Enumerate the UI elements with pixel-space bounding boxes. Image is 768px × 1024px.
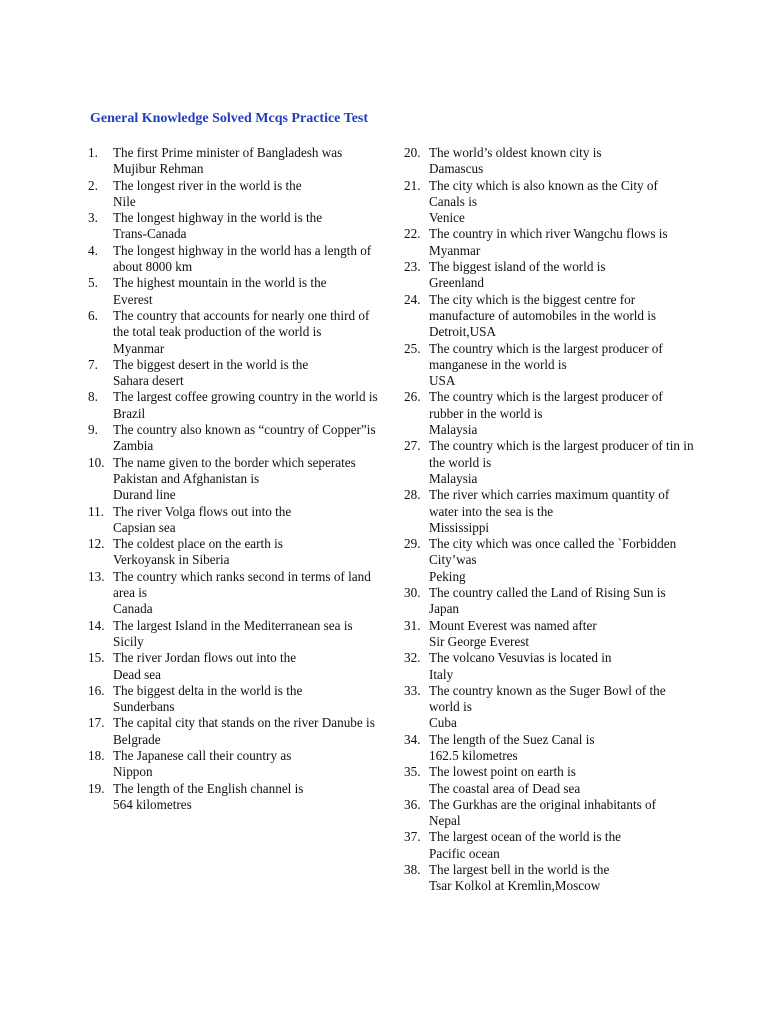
question-number: 27.: [404, 438, 421, 454]
answer-text: Canada: [113, 601, 153, 617]
question-item: [88, 275, 378, 308]
answer-text: Sahara desert: [113, 373, 184, 389]
question-text: The largest bell in the world is the: [429, 862, 610, 878]
question-body: [429, 438, 694, 487]
question-body: [429, 732, 694, 765]
question-number: 6.: [88, 307, 98, 323]
question-body: [113, 455, 378, 504]
question-item: [88, 455, 378, 504]
question-text: The world’s oldest known city is: [429, 145, 602, 160]
question-item: [404, 797, 694, 830]
question-item: [404, 145, 694, 178]
question-body: [113, 683, 378, 716]
answer-text: Sir George Everest: [429, 633, 530, 649]
question-body: [113, 178, 378, 211]
question-body: [429, 585, 694, 618]
answer-text: Trans-Canada: [113, 226, 187, 242]
question-number: 12.: [88, 536, 105, 552]
question-text: The lowest point on earth is: [429, 764, 576, 780]
left-column: [88, 145, 378, 813]
answer-text: about 8000 km: [113, 259, 193, 275]
question-text: The country called the Land of Rising Sun is: [429, 585, 666, 601]
question-item: [404, 536, 694, 585]
question-text: The longest highway in the world has a length of: [113, 242, 372, 258]
question-item: [404, 829, 694, 862]
question-text: The name given to the border which seperates Pakistan and Afghanistan is: [113, 454, 356, 486]
answer-text: Everest: [113, 291, 153, 307]
question-text: The country known as the Suger Bowl of the world is: [429, 682, 666, 715]
question-text: The city which is the biggest centre for manufacture of automobiles in the world is: [429, 291, 657, 323]
question-number: 13.: [88, 568, 105, 584]
answer-text: Capsian sea: [113, 519, 176, 535]
question-item: [88, 536, 378, 569]
question-number: 21.: [404, 177, 421, 193]
question-body: [429, 341, 694, 390]
answer-text: USA: [429, 373, 456, 389]
question-item: [88, 243, 378, 276]
question-number: 32.: [404, 650, 421, 666]
question-body: [113, 275, 378, 308]
answer-text: Cuba: [429, 715, 457, 731]
question-item: [404, 292, 694, 341]
question-text: The largest ocean of the world is the: [429, 829, 622, 845]
answer-text: Zambia: [113, 438, 154, 454]
question-text: The city which was once called the `Forbidden City’was: [429, 536, 677, 568]
answer-text: 564 kilometres: [113, 796, 192, 812]
question-number: 24.: [404, 291, 421, 307]
question-text: The highest mountain in the world is the: [113, 275, 327, 291]
answer-text: Dead sea: [113, 666, 161, 682]
question-item: [404, 732, 694, 765]
question-text: Mount Everest was named after: [429, 617, 597, 633]
question-text: The river Jordan flows out into the: [113, 650, 297, 666]
question-text: The largest Island in the Mediterranean sea is: [113, 617, 353, 633]
answer-text: Verkoyansk in Siberia: [113, 552, 230, 568]
question-body: [429, 292, 694, 341]
question-item: [88, 683, 378, 716]
question-item: [88, 389, 378, 422]
question-item: [404, 226, 694, 259]
question-item: [88, 650, 378, 683]
question-body: [429, 618, 694, 651]
answer-text: Nippon: [113, 764, 153, 780]
question-number: 29.: [404, 536, 421, 552]
question-text: The coldest place on the earth is: [113, 536, 283, 552]
question-number: 37.: [404, 829, 421, 845]
answer-text: Myanmar: [429, 242, 481, 258]
question-body: [429, 797, 694, 830]
question-item: [404, 178, 694, 227]
answer-text: Italy: [429, 666, 454, 682]
question-body: [113, 650, 378, 683]
question-number: 10.: [88, 454, 105, 470]
question-body: [429, 650, 694, 683]
question-item: [88, 178, 378, 211]
question-body: [113, 145, 378, 178]
question-body: [113, 748, 378, 781]
question-number: 8.: [88, 389, 98, 405]
question-number: 4.: [88, 242, 98, 258]
question-body: [429, 862, 694, 895]
question-number: 19.: [88, 780, 105, 796]
question-number: 7.: [88, 356, 98, 372]
question-item: [88, 618, 378, 651]
question-item: [88, 210, 378, 243]
question-number: 26.: [404, 389, 421, 405]
question-number: 23.: [404, 259, 421, 275]
question-text: The length of the English channel is: [113, 780, 304, 796]
question-text: The longest river in the world is the: [113, 177, 302, 193]
question-item: [404, 438, 694, 487]
question-body: [429, 226, 694, 259]
question-number: 36.: [404, 796, 421, 812]
question-text: The capital city that stands on the river Danube is: [113, 715, 375, 731]
answer-text: Peking: [429, 568, 466, 584]
question-text: The largest coffee growing country in the world is: [113, 389, 378, 405]
question-item: [404, 259, 694, 292]
question-body: [113, 536, 378, 569]
question-body: [429, 389, 694, 438]
question-body: [113, 210, 378, 243]
question-number: 28.: [404, 487, 421, 503]
question-body: [429, 487, 694, 536]
question-text: The length of the Suez Canal is: [429, 731, 595, 747]
question-body: [429, 178, 694, 227]
question-item: [404, 683, 694, 732]
question-number: 16.: [88, 682, 105, 698]
question-number: 30.: [404, 585, 421, 601]
answer-text: Brazil: [113, 405, 146, 421]
answer-text: Mississippi: [429, 519, 490, 535]
question-number: 3.: [88, 210, 98, 226]
question-text: The biggest island of the world is: [429, 259, 606, 275]
question-body: [113, 715, 378, 748]
question-body: [429, 829, 694, 862]
question-text: The country which is the largest producer of manganese in the world is: [429, 340, 663, 372]
answer-text: Tsar Kolkol at Kremlin,Moscow: [429, 878, 601, 894]
question-number: 9.: [88, 422, 98, 438]
answer-text: Nile: [113, 193, 136, 209]
question-number: 20.: [404, 145, 421, 160]
question-body: [113, 504, 378, 537]
question-number: 5.: [88, 275, 98, 291]
question-text: The city which is also known as the City of Canals is: [429, 177, 658, 209]
question-number: 18.: [88, 747, 105, 763]
answer-text: Belgrade: [113, 731, 161, 747]
question-number: 11.: [88, 503, 104, 519]
question-text: The country in which river Wangchu flows is: [429, 226, 668, 242]
question-item: [88, 357, 378, 390]
question-item: [404, 389, 694, 438]
question-item: [404, 585, 694, 618]
question-body: [113, 618, 378, 651]
question-text: The first Prime minister of Bangladesh was: [113, 145, 343, 160]
question-body: [429, 536, 694, 585]
question-item: [404, 862, 694, 895]
answer-text: 162.5 kilometres: [429, 747, 518, 763]
question-item: [88, 422, 378, 455]
question-text: The country which is the largest producer of rubber in the world is: [429, 389, 663, 421]
question-item: [404, 487, 694, 536]
question-text: The country also known as “country of Copper”is: [113, 422, 376, 438]
question-text: The longest highway in the world is the: [113, 210, 323, 226]
question-text: The Gurkhas are the original inhabitants of: [429, 796, 657, 812]
answer-text: The coastal area of Dead sea: [429, 780, 581, 796]
question-number: 1.: [88, 145, 98, 160]
question-text: The river which carries maximum quantity of water into the sea is the: [429, 487, 670, 519]
question-item: [404, 341, 694, 390]
question-body: [113, 569, 378, 618]
question-item: [88, 715, 378, 748]
question-number: 14.: [88, 617, 105, 633]
question-body: [113, 357, 378, 390]
document-title: General Knowledge Solved Mcqs Practice Test: [90, 111, 369, 126]
question-number: 22.: [404, 226, 421, 242]
question-text: The biggest delta in the world is the: [113, 682, 303, 698]
question-number: 25.: [404, 340, 421, 356]
question-number: 17.: [88, 715, 105, 731]
answer-text: Durand line: [113, 487, 176, 503]
question-body: [429, 683, 694, 732]
question-text: The country that accounts for nearly one third of the total teak production of the world is: [113, 307, 370, 340]
answer-text: Malaysia: [429, 470, 478, 486]
answer-text: Venice: [429, 210, 465, 226]
question-body: [113, 308, 378, 357]
question-body: [429, 145, 694, 178]
question-body: [113, 781, 378, 814]
answer-text: Japan: [429, 601, 460, 617]
answer-text: Nepal: [429, 813, 461, 829]
question-item: [88, 308, 378, 357]
question-text: The country which is the largest producer of tin in the world is: [429, 438, 694, 470]
question-item: [88, 569, 378, 618]
answer-text: Pacific ocean: [429, 845, 500, 861]
question-item: [404, 764, 694, 797]
question-item: [88, 504, 378, 537]
answer-text: Detroit,USA: [429, 324, 497, 340]
question-text: The country which ranks second in terms of land area is: [113, 568, 371, 601]
question-number: 35.: [404, 764, 421, 780]
question-item: [404, 650, 694, 683]
question-text: The Japanese call their country as: [113, 747, 292, 763]
question-text: The river Volga flows out into the: [113, 503, 292, 519]
question-body: [113, 243, 378, 276]
answer-text: Damascus: [429, 161, 484, 177]
answer-text: Sicily: [113, 633, 144, 649]
answer-text: Myanmar: [113, 340, 165, 356]
answer-text: Mujibur Rehman: [113, 161, 204, 177]
question-body: [113, 389, 378, 422]
question-body: [429, 259, 694, 292]
answer-text: Greenland: [429, 275, 484, 291]
answer-text: Malaysia: [429, 422, 478, 438]
question-number: 31.: [404, 617, 421, 633]
question-item: [88, 781, 378, 814]
question-body: [429, 764, 694, 797]
answer-text: Sunderbans: [113, 699, 175, 715]
question-item: [88, 748, 378, 781]
question-number: 34.: [404, 731, 421, 747]
question-number: 15.: [88, 650, 105, 666]
question-text: The volcano Vesuvias is located in: [429, 650, 612, 666]
question-number: 33.: [404, 682, 421, 698]
right-column: [404, 145, 694, 895]
question-number: 38.: [404, 862, 421, 878]
question-text: The biggest desert in the world is the: [113, 356, 309, 372]
question-item: [88, 145, 378, 178]
question-item: [404, 618, 694, 651]
question-number: 2.: [88, 177, 98, 193]
question-body: [113, 422, 378, 455]
